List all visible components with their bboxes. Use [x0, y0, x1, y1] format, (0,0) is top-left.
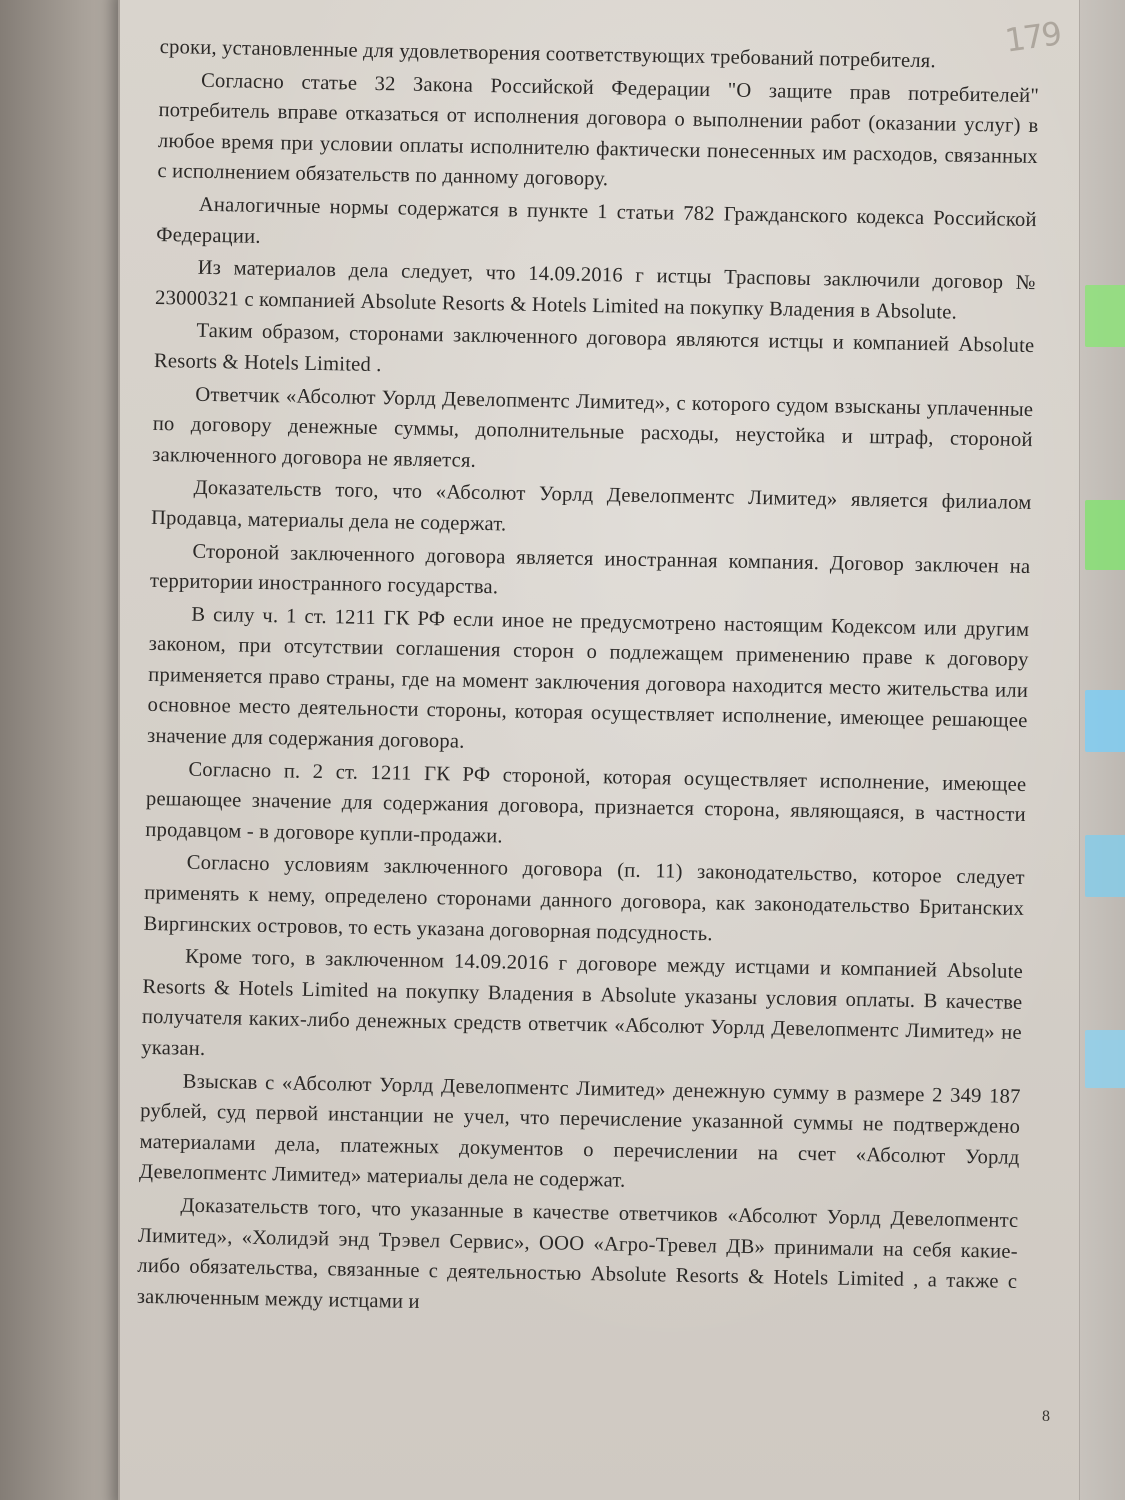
page-number: 8 [1042, 1408, 1050, 1425]
paragraph: Из материалов дела следует, что 14.09.2016 г истцы Трасповы заключили договор № 23000321 с компанией Absolute Resorts & Hotels Limited на покупку Владения в Absolute. [154, 256, 1036, 324]
paragraph: Согласно п. 2 ст. 1211 ГК РФ стороной, которая осуществляет исполнение, имеющее решающее значение для содержания договора, признается сторона, являющаяся, в частности продавцом - в договоре купли-продажи. [145, 758, 1027, 848]
paragraph: Согласно статье 32 Закона Российской Федерации "О защите прав потребителей" потребитель вправе отказаться от исполнения договора о выполнении работ (оказании услуг) в любое время при условии оплаты исполнителю фактически понесенных им расходов, связанных с исполнением обязательств по данному договору. [157, 69, 1040, 191]
adjacent-pages-edge [1079, 0, 1125, 1500]
paragraph: В силу ч. 1 ст. 1211 ГК РФ если иное не предусмотрено настоящим Кодексом или другим законом, при отсутствии соглашения сторон о подлежащем применению праве к договору применяется право страны, где на момент заключения договора находится место жительства или основное место деятельности стороны, которая осуществляет исполнение, имеющее решающее значение для содержания договора. [146, 603, 1030, 753]
sticky-tab-blue[interactable] [1085, 690, 1125, 752]
paragraph: Аналогичные нормы содержатся в пункте 1 статьи 782 Гражданского кодекса Российской Федерации. [156, 193, 1037, 248]
paragraph: Взыскав с «Абсолют Уорлд Девелопментс Лимитед» денежную сумму в размере 2 349 187 рублей, суд первой инстанции не учел, что перечисление указанной суммы не подтверждено материалами дела, платежных документов о перечислении на счет «Абсолют Уорлд Девелопментс Лимитед» материалы дела не содержат. [138, 1070, 1021, 1193]
sticky-tab-green[interactable] [1085, 500, 1125, 570]
paragraph: сроки, установленные для удовлетворения соответствующих требований потребителя. [159, 35, 936, 73]
paragraph: Ответчик «Абсолют Уорлд Девелопментс Лимитед», с которого судом взысканы уплаченные по договору денежные суммы, дополнительные расходы, неустойка и штраф, стороной заключенного договора не является. [152, 383, 1034, 472]
sticky-tab-green[interactable] [1085, 285, 1125, 347]
paragraph: Согласно условиям заключенного договора (п. 11) законодательство, которое следует применять к нему, определено сторонами данного договора, как законодательство Британских Виргинских островов, то есть указана договорная подсудность. [143, 852, 1025, 945]
paragraph: Доказательств того, что указанные в качестве ответчиков «Абсолют Уорлд Девелопментс Лимитед», «Холидэй энд Трэвел Сервис», ООО «Агро-Тревел ДВ» принимали на себя какие-либо обязательства, связанные с деятельностью Absolute Resorts & Hotels Limited , а также с заключенным между истцами и [136, 1194, 1019, 1313]
paragraph: Кроме того, в заключенном 14.09.2016 г договоре между истцами и компанией Absolute Resorts & Hotels Limited на покупку Владения в Absolute указаны условия оплаты. В качестве получателя каких-либо денежных средств ответчик «Абсолют Уорлд Девелопментс Лимитед» не указан. [141, 945, 1024, 1060]
document-body [137, 32, 1040, 1330]
sticky-tab-blue[interactable] [1085, 1030, 1125, 1088]
handwritten-page-mark: 179 [1002, 14, 1063, 60]
sticky-tab-blue[interactable] [1085, 835, 1125, 897]
paragraph: Таким образом, сторонами заключенного договора являются истцы и компанией Absolute Resorts & Hotels Limited . [153, 320, 1035, 377]
paragraph: Доказательств того, что «Абсолют Уорлд Девелопментс Лимитед» является филиалом Продавца, материалы дела не содержат. [150, 477, 1032, 536]
document-page [118, 0, 1120, 1500]
paragraph: Стороной заключенного договора является иностранная компания. Договор заключен на территории иностранного государства. [149, 540, 1031, 599]
